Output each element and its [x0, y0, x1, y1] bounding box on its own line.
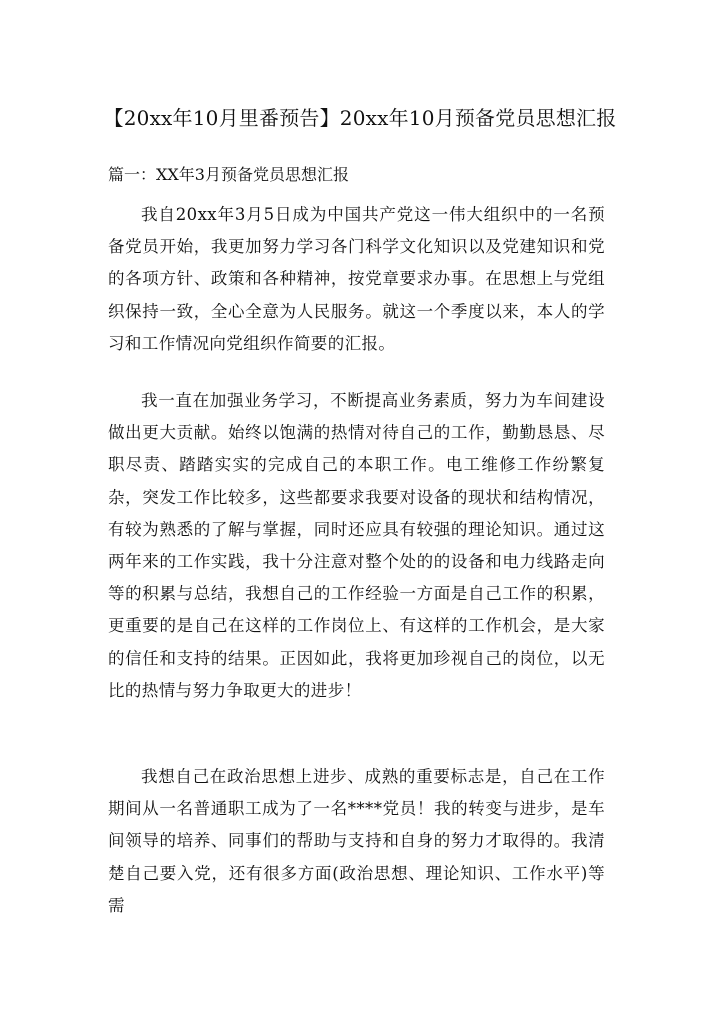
document-title: 【20xx年10月里番预告】20xx年10月预备党员思想汇报 — [103, 106, 617, 130]
body-paragraph: 我自20xx年3月5日成为中国共产党这一伟大组织中的一名预备党员开始，我更加努力学习各门科学文化知识以及党建知识和党的各项方针、政策和各种精神，按党章要求办事。在思想上与党组织保持一致，全心全意为人民服务。就这一个季度以来，本人的学习和工作情况向党组织作简要的汇报。 — [108, 205, 605, 353]
section-heading: 篇一：XX年3月预备党员思想汇报 — [108, 165, 349, 184]
body-paragraph: 我一直在加强业务学习，不断提高业务素质，努力为车间建设做出更大贡献。始终以饱满的热情对待自己的工作，勤勤恳恳、尽职尽责、踏踏实实的完成自己的本职工作。电工维修工作纷繁复杂，突发工作比较多，这些都要求我要对设备的现状和结构情况，有较为熟悉的了解与掌握，同时还应具有较强的理论知识。通过这两年来的工作实践，我十分注意对整个处的的设备和电力线路走向等的积累与总结，我想自己的工作经验一方面是自己工作的积累，更重要的是自己在这样的工作岗位上、有这样的工作机会，是大家的信任和支持的结果。正因如此，我将更加珍视自己的岗位，以无比的热情与努力争取更大的进步！ — [108, 391, 605, 700]
body-paragraph: 我想自己在政治思想上进步、成熟的重要标志是，自己在工作期间从一名普通职工成为了一名****党员！我的转变与进步，是车间领导的培养、同事们的帮助与支持和自身的努力才取得的。我清楚自己要入党，还有很多方面(政治思想、理论知识、工作水平)等需 — [108, 767, 605, 915]
